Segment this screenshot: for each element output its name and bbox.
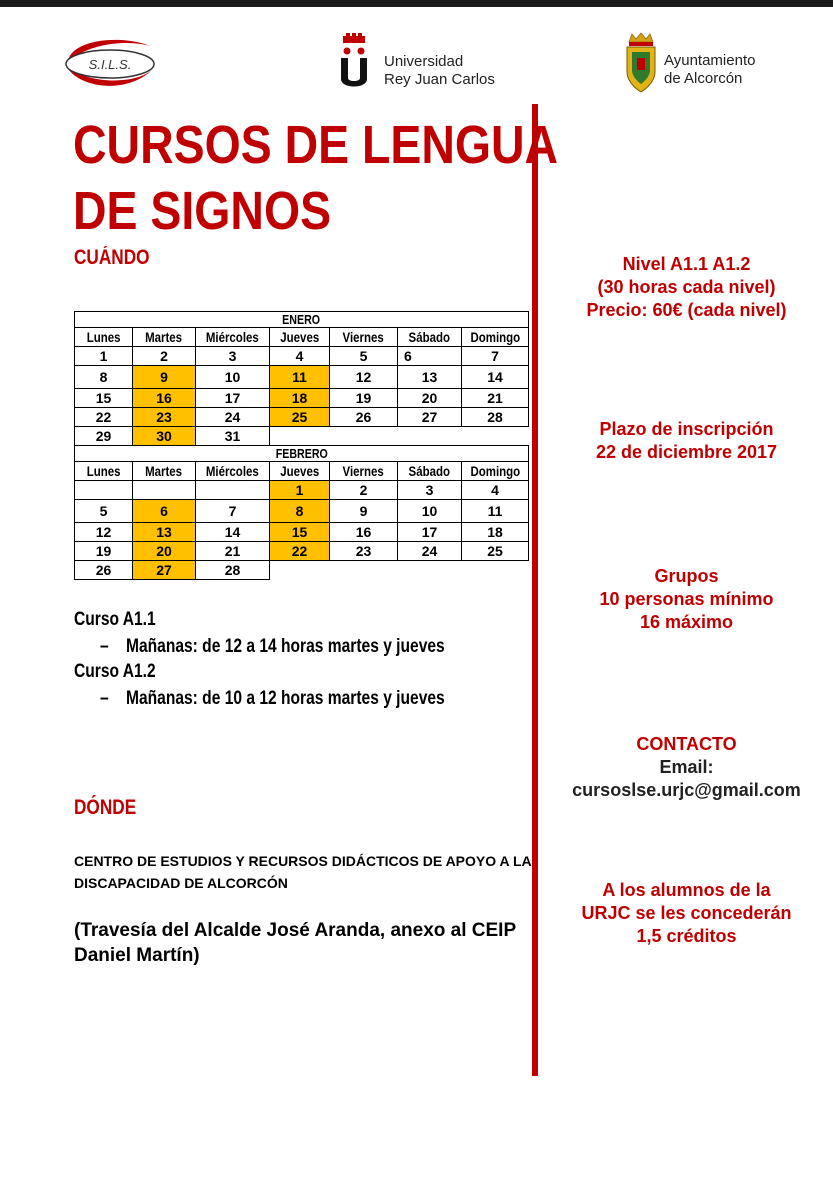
weekday-header: Miércoles bbox=[196, 328, 270, 347]
course-a12-schedule bbox=[100, 688, 520, 710]
bullet-dash: – bbox=[100, 636, 109, 657]
class-day-cell: 25 bbox=[270, 408, 330, 427]
sils-logo bbox=[60, 32, 160, 94]
empty-cell bbox=[270, 427, 330, 446]
urjc-name-line1: Universidad bbox=[384, 53, 464, 70]
weekday-header: Domingo bbox=[462, 462, 529, 481]
urjc-logo bbox=[338, 33, 508, 93]
weekday-header: Miércoles bbox=[196, 462, 270, 481]
day-cell: 25 bbox=[462, 542, 529, 561]
week-row bbox=[75, 481, 529, 500]
day-cell: 18 bbox=[462, 523, 529, 542]
registration-label: Plazo de inscripción bbox=[599, 419, 774, 439]
alcorcon-name-line1: Ayuntamiento bbox=[664, 52, 756, 69]
groups-min: 10 personas mínimo bbox=[599, 589, 774, 609]
day-cell: 13 bbox=[398, 366, 462, 389]
day-cell: 10 bbox=[398, 500, 462, 523]
day-cell: 27 bbox=[398, 408, 462, 427]
class-day-cell: 27 bbox=[133, 561, 196, 580]
day-cell: 11 bbox=[462, 500, 529, 523]
week-row bbox=[75, 427, 529, 446]
weekday-header: Sábado bbox=[398, 462, 462, 481]
day-cell: 2 bbox=[330, 481, 398, 500]
day-cell: 29 bbox=[75, 427, 133, 446]
empty-cell bbox=[398, 561, 462, 580]
day-cell: 9 bbox=[330, 500, 398, 523]
day-cell: 17 bbox=[398, 523, 462, 542]
cuando-heading-text: CUÁNDO bbox=[74, 246, 150, 269]
course-a12-title: Curso A1.2 bbox=[74, 661, 156, 682]
class-day-cell: 15 bbox=[270, 523, 330, 542]
weekday-header: Lunes bbox=[75, 462, 133, 481]
day-cell bbox=[75, 481, 133, 500]
registration-block bbox=[540, 418, 833, 464]
empty-cell bbox=[462, 427, 529, 446]
day-cell: 2 bbox=[133, 347, 196, 366]
day-cell: 28 bbox=[196, 561, 270, 580]
class-day-cell: 30 bbox=[133, 427, 196, 446]
contact-block bbox=[540, 733, 833, 802]
class-day-cell: 9 bbox=[133, 366, 196, 389]
weekday-header: Viernes bbox=[330, 462, 398, 481]
weekday-header: Viernes bbox=[330, 328, 398, 347]
day-cell: 26 bbox=[75, 561, 133, 580]
empty-cell bbox=[330, 561, 398, 580]
day-cell: 1 bbox=[75, 347, 133, 366]
credits-line2: URJC se les concederán bbox=[581, 903, 792, 923]
class-day-cell: 11 bbox=[270, 366, 330, 389]
day-cell: 3 bbox=[196, 347, 270, 366]
course-a11-detail: Mañanas: de 12 a 14 horas martes y jueves bbox=[125, 636, 445, 657]
day-cell: 4 bbox=[270, 347, 330, 366]
day-cell bbox=[196, 481, 270, 500]
email-link[interactable]: cursoslse.urjc@gmail.com bbox=[572, 780, 801, 800]
day-cell: 19 bbox=[75, 542, 133, 561]
day-cell: 10 bbox=[196, 366, 270, 389]
calendar-enero bbox=[74, 311, 529, 446]
contact-label: CONTACTO bbox=[636, 734, 737, 754]
week-row bbox=[75, 561, 529, 580]
day-cell: 21 bbox=[196, 542, 270, 561]
day-cell: 31 bbox=[196, 427, 270, 446]
weekday-header: Sábado bbox=[398, 328, 462, 347]
groups-label: Grupos bbox=[654, 566, 719, 586]
price-text: Precio: 60€ (cada nivel) bbox=[586, 300, 787, 320]
top-border bbox=[0, 0, 833, 7]
credits-line1: A los alumnos de la bbox=[602, 880, 771, 900]
day-cell: 28 bbox=[462, 408, 529, 427]
class-day-cell: 23 bbox=[133, 408, 196, 427]
weekday-header: Domingo bbox=[462, 328, 529, 347]
bullet-dash: – bbox=[100, 688, 109, 709]
class-day-cell: 20 bbox=[133, 542, 196, 561]
day-cell bbox=[133, 481, 196, 500]
empty-cell bbox=[270, 561, 330, 580]
donde-heading bbox=[74, 796, 150, 820]
class-day-cell: 6 bbox=[133, 500, 196, 523]
course-a12-detail: Mañanas: de 10 a 12 horas martes y jueves bbox=[125, 688, 445, 709]
class-day-cell: 13 bbox=[133, 523, 196, 542]
sils-logo-text: S.I.L.S. bbox=[88, 57, 132, 72]
credits-block bbox=[540, 879, 833, 948]
class-day-cell: 22 bbox=[270, 542, 330, 561]
day-cell: 12 bbox=[330, 366, 398, 389]
email-label: Email: bbox=[659, 757, 714, 777]
week-row bbox=[75, 523, 529, 542]
day-cell: 12 bbox=[75, 523, 133, 542]
title-line1: CURSOS DE LENGUA bbox=[73, 115, 559, 175]
page-title bbox=[73, 112, 559, 244]
week-row bbox=[75, 366, 529, 389]
day-cell: 20 bbox=[398, 389, 462, 408]
weekday-row bbox=[75, 462, 529, 481]
course-a11-title: Curso A1.1 bbox=[74, 609, 156, 630]
class-day-cell: 16 bbox=[133, 389, 196, 408]
month-name: ENERO bbox=[75, 312, 529, 328]
day-cell: 24 bbox=[398, 542, 462, 561]
empty-cell bbox=[398, 427, 462, 446]
week-row bbox=[75, 347, 529, 366]
empty-cell bbox=[462, 561, 529, 580]
day-cell: 23 bbox=[330, 542, 398, 561]
day-cell: 7 bbox=[462, 347, 529, 366]
day-cell: 16 bbox=[330, 523, 398, 542]
groups-max: 16 máximo bbox=[639, 612, 734, 632]
registration-date: 22 de diciembre 2017 bbox=[595, 442, 778, 462]
day-cell: 22 bbox=[75, 408, 133, 427]
day-cell: 5 bbox=[330, 347, 398, 366]
week-row bbox=[75, 408, 529, 427]
day-cell: 14 bbox=[196, 523, 270, 542]
day-cell: 17 bbox=[196, 389, 270, 408]
class-day-cell: 1 bbox=[270, 481, 330, 500]
day-cell: 8 bbox=[75, 366, 133, 389]
cuando-heading bbox=[74, 246, 166, 270]
day-cell: 24 bbox=[196, 408, 270, 427]
credits-line3: 1,5 créditos bbox=[636, 926, 737, 946]
venue-name: CENTRO DE ESTUDIOS Y RECURSOS DIDÁCTICOS DE APOYO A LA DISCAPACIDAD DE ALCORCÓN bbox=[74, 853, 532, 891]
empty-cell bbox=[330, 427, 398, 446]
month-name: FEBRERO bbox=[75, 446, 529, 462]
level-text: Nivel A1.1 A1.2 bbox=[622, 254, 751, 274]
day-cell: 5 bbox=[75, 500, 133, 523]
alcorcon-name-line2: de Alcorcón bbox=[664, 70, 743, 87]
calendar-febrero bbox=[74, 445, 529, 580]
week-row bbox=[75, 542, 529, 561]
weekday-header: Martes bbox=[133, 462, 196, 481]
weekday-row bbox=[75, 328, 529, 347]
day-cell: 3 bbox=[398, 481, 462, 500]
day-cell: 7 bbox=[196, 500, 270, 523]
weekday-header: Lunes bbox=[75, 328, 133, 347]
day-cell: 15 bbox=[75, 389, 133, 408]
day-cell: 21 bbox=[462, 389, 529, 408]
week-row bbox=[75, 500, 529, 523]
urjc-name-line2: Rey Juan Carlos bbox=[384, 71, 495, 88]
hours-text: (30 horas cada nivel) bbox=[597, 277, 776, 297]
groups-block bbox=[540, 565, 833, 634]
day-cell: 4 bbox=[462, 481, 529, 500]
weekday-header: Martes bbox=[133, 328, 196, 347]
class-day-cell: 8 bbox=[270, 500, 330, 523]
course-a11-schedule bbox=[100, 636, 520, 658]
alcorcon-logo bbox=[624, 32, 794, 96]
day-cell: 26 bbox=[330, 408, 398, 427]
venue-address: (Travesía del Alcalde José Aranda, anexo al CEIP Daniel Martín) bbox=[74, 920, 516, 966]
donde-heading-text: DÓNDE bbox=[74, 796, 137, 819]
day-cell: 6 bbox=[398, 347, 462, 366]
day-cell: 19 bbox=[330, 389, 398, 408]
urjc-crown-icon bbox=[338, 33, 370, 93]
level-price-block bbox=[540, 253, 833, 322]
day-cell: 14 bbox=[462, 366, 529, 389]
class-day-cell: 18 bbox=[270, 389, 330, 408]
alcorcon-shield-icon bbox=[624, 32, 658, 94]
weekday-header: Jueves bbox=[270, 328, 330, 347]
week-row bbox=[75, 389, 529, 408]
weekday-header: Jueves bbox=[270, 462, 330, 481]
title-line2: DE SIGNOS bbox=[73, 181, 332, 241]
